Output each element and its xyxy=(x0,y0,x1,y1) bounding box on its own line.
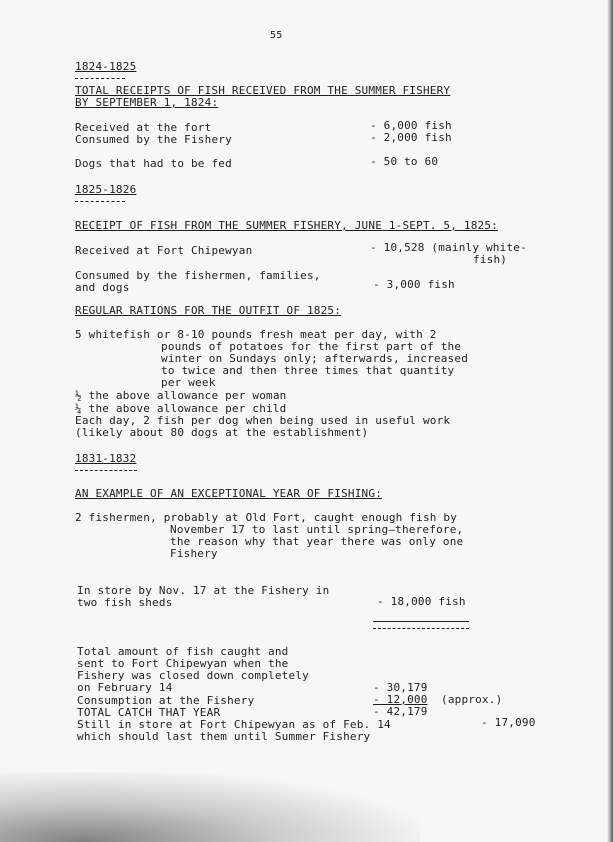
paragraph-line: Fishery xyxy=(170,547,218,560)
total-label: Total amount of fish caught and xyxy=(77,645,289,658)
section-year-1831: 1831-1832 xyxy=(75,452,137,465)
consumption-note: (approx.) xyxy=(441,693,503,706)
scan-edge-shadow xyxy=(607,0,613,842)
row-value: - 3,000 fish xyxy=(373,278,455,291)
row-value: - 2,000 fish xyxy=(370,131,452,144)
total-label-cont: Fishery was closed down completely xyxy=(77,669,309,682)
store-value: - 18,000 fish xyxy=(377,595,466,608)
rations-line: ¼ the above allowance per child xyxy=(75,402,287,415)
still-label: Still in store at Fort Chipewyan as of Feb. 14 xyxy=(77,718,391,731)
store-label: In store by Nov. 17 at the Fishery in xyxy=(77,584,330,597)
section-heading-1831: AN EXAMPLE OF AN EXCEPTIONAL YEAR OF FISHING: xyxy=(75,487,383,500)
section-year-1824: 1824-1825 xyxy=(75,60,137,73)
total-value: - 30,179 xyxy=(373,681,428,694)
consumption-label: Consumption at the Fishery xyxy=(77,694,255,707)
section-heading-1824: TOTAL RECEIPTS OF FISH RECEIVED FROM THE SUMMER FISHERY xyxy=(75,84,451,97)
total-label-cont: sent to Fort Chipewyan when the xyxy=(77,657,289,670)
row-value: - 50 to 60 xyxy=(370,155,439,168)
paragraph-line: November 17 to last until spring—therefore, xyxy=(170,523,464,536)
row-label: Received at Fort Chipewyan xyxy=(75,244,253,257)
still-label-cont: which should last them until Summer Fishery xyxy=(77,730,371,743)
year-divider xyxy=(75,78,125,79)
row-label-cont: and dogs xyxy=(75,281,130,294)
rations-line: pounds of potatoes for the first part of the xyxy=(161,340,462,353)
rations-line: winter on Sundays only; afterwards, increased xyxy=(161,352,469,365)
store-label-cont: two fish sheds xyxy=(77,596,173,609)
paragraph-line: the reason why that year there was only one xyxy=(170,535,464,548)
consumption-value: - 12,000 xyxy=(373,693,428,706)
year-divider xyxy=(75,201,125,202)
row-label: Received at the fort xyxy=(75,121,212,134)
rations-line: to twice and then three times that quantity xyxy=(161,364,455,377)
year-divider xyxy=(75,470,137,471)
rations-line: 5 whitefish or 8-10 pounds fresh meat per day, with 2 xyxy=(75,328,437,341)
row-value-cont: fish) xyxy=(473,253,508,266)
section-year-1825: 1825-1826 xyxy=(75,183,137,196)
catch-label: TOTAL CATCH THAT YEAR xyxy=(77,706,221,719)
still-value: - 17,090 xyxy=(481,716,536,729)
total-rule-dashed xyxy=(373,628,469,629)
row-label: Consumed by the Fishery xyxy=(75,133,232,146)
rations-line: (likely about 80 dogs at the establishment) xyxy=(75,426,369,439)
row-label: Dogs that had to be fed xyxy=(75,157,232,170)
page-number: 55 xyxy=(270,30,283,41)
rations-line: per week xyxy=(161,376,216,389)
row-label: Consumed by the fishermen, families, xyxy=(75,269,321,282)
rations-line: ½ the above allowance per woman xyxy=(75,389,287,402)
row-value: - 10,528 (mainly white- xyxy=(370,241,527,254)
section-heading-1825: RECEIPT OF FISH FROM THE SUMMER FISHERY, JUNE 1-SEPT. 5, 1825: xyxy=(75,219,498,232)
total-rule xyxy=(373,621,469,622)
scan-corner-shadow xyxy=(0,772,420,842)
total-label-cont: on February 14 xyxy=(77,681,173,694)
rations-heading: REGULAR RATIONS FOR THE OUTFIT OF 1825: xyxy=(75,304,342,317)
section-heading-1824-cont: BY SEPTEMBER 1, 1824: xyxy=(75,96,219,109)
paragraph-line: 2 fishermen, probably at Old Fort, caught enough fish by xyxy=(75,511,458,524)
row-value: - 6,000 fish xyxy=(370,119,452,132)
rations-line: Each day, 2 fish per dog when being used in useful work xyxy=(75,414,451,427)
catch-value: - 42,179 xyxy=(373,705,428,718)
